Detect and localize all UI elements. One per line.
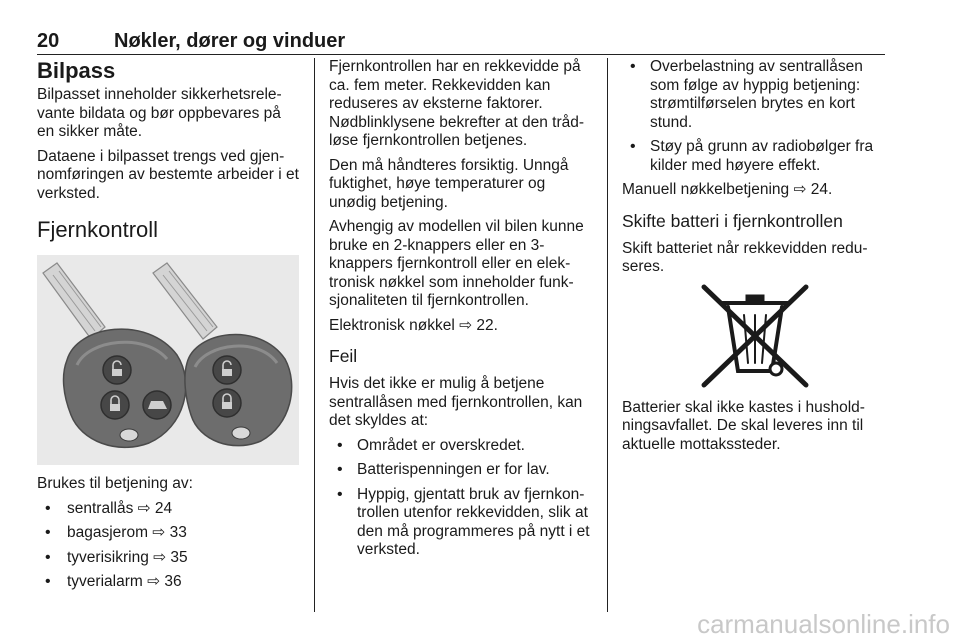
key-remote-illustration [37,255,299,465]
list-item: • Støy på grunn av radiobølger fra kilder med høyere effekt. [622,138,886,175]
battery-paragraph: Skift batteriet når rekkevidden reduseres. [622,239,868,275]
list-item: • Hyppig, gjentatt bruk av fjernkontrollen utenfor rekkevidden, slik at den må programmeres på nytt i et verksted. [329,486,593,560]
list-item: • tyverialarm ⇨ 36 [37,573,299,592]
key-remote-2-button [185,334,292,445]
key-remote-3-button [64,329,186,447]
list-item: • sentrallås ⇨ 24 [37,500,299,519]
heading-fjernkontroll: Fjernkontroll [37,217,159,242]
page-number: 20 [37,30,60,52]
list-item: • Overbelastning av sentrallåsen som følge av hyppig betjening: strømtilførselen brytes en kort stund. [622,58,886,132]
list-item: • Området er overskredet. [329,437,593,456]
handling-paragraph: Den må håndteres forsiktig. Unngå fuktighet, høye temperaturer og unødig betjening. [329,156,569,211]
watermark: carmanualsonline.info [697,609,950,639]
manual-key-reference: Manuell nøkkelbetjening ⇨ 24. [622,181,833,198]
fault-causes-continued-list [622,58,886,175]
page-header [37,30,885,52]
column-left [37,58,299,598]
bilpass-paragraph-2: Dataene i bilpasset trengs ved gjennomføringen av bestemte arbeider i et verksted. [37,147,299,202]
uses-list [37,500,299,592]
fault-causes-list [329,437,593,560]
header-divider [37,54,885,55]
list-item: • bagasjerom ⇨ 33 [37,524,299,543]
crossed-out-wheelie-bin-icon [622,283,886,391]
list-item: • tyverisikring ⇨ 35 [37,549,299,568]
list-item: • Batterispenningen er for lav. [329,461,593,480]
heading-feil: Feil [329,346,358,366]
range-paragraph: Fjernkontrollen har en rekkevidde på ca. fem meter. Rekkevidden kan reduseres av eksterne faktorer. Nødblinklysene bekrefter at den trådløse fjernkontrollen betjenes. [329,58,585,149]
battery-disposal-paragraph: Batterier skal ikke kastes i husholdningsavfallet. De skal leveres inn til aktuelle mottakssteder. [622,398,865,453]
column-divider-1 [314,58,315,612]
fault-intro: Hvis det ikke er mulig å betjene sentrallåsen med fjernkontrollen, kan det skyldes at: [329,375,583,429]
heading-battery-replacement: Skifte batteri i fjernkontrollen [622,210,843,231]
heading-bilpass: Bilpass [37,58,116,83]
electronic-key-reference: Elektronisk nøkkel ⇨ 22. [329,316,498,334]
bilpass-paragraph-1: Bilpasset inneholder sikkerhetsrelevante bildata og bør oppbevares på en sikker måte. [37,86,282,140]
column-divider-2 [607,58,608,612]
chapter-title: Nøkler, dører og vinduer [114,30,346,52]
uses-intro: Brukes til betjening av: [37,475,193,492]
column-right [622,58,886,460]
column-middle [329,58,593,566]
model-variant-paragraph: Avhengig av modellen vil bilen kunne bruke en 2-knappers eller en 3-knappers fjernkontroll eller en elektronisk nøkkel som inneholder funksjonaliteten til fjernkontrollen. [329,218,584,309]
